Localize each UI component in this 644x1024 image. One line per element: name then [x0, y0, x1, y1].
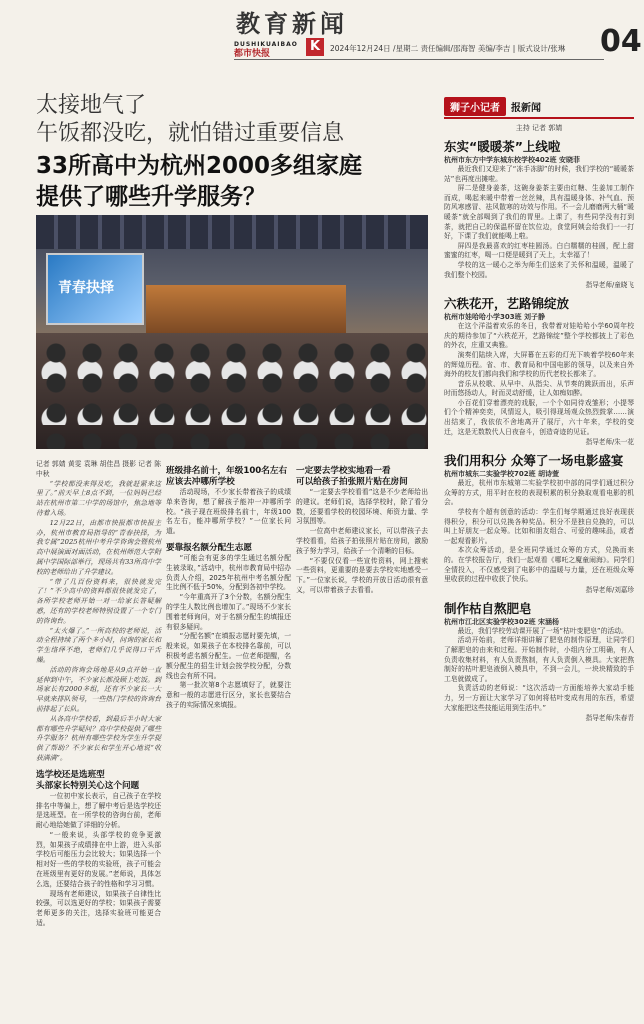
story-tutor: 指导老师/朱春青: [585, 714, 634, 723]
heading-line: 头部家长特别关心这个问题: [36, 780, 140, 791]
story-tutor: 指导老师/刘嘉珍: [585, 585, 634, 594]
section-3-body: [166, 554, 291, 711]
sidebar-story: [444, 601, 634, 723]
story-paragraph: 最近，我们学校劳动课开展了一场“枯叶变肥皂”的活动。: [457, 626, 628, 635]
masthead-divider: [234, 59, 604, 60]
article-lead: [36, 480, 161, 764]
masthead: [0, 0, 644, 70]
k-logo-icon: K: [306, 38, 324, 56]
sidebar-tag: 狮子小记者: [444, 97, 506, 116]
section-title: 教育新闻: [236, 9, 348, 38]
story-paragraph: 音乐从校歌、从早中、从指尖、从节奏的跳跃而出，乐声时而悠扬动人，时而灵动舒缓，让人如痴如醉。: [444, 379, 634, 398]
section-heading-4: [296, 466, 428, 488]
article-column-2: [166, 460, 291, 711]
headline-kicker-1: 太接地气了: [36, 93, 147, 118]
article-column-3: [296, 460, 428, 596]
section-4-body: [296, 488, 428, 596]
section-heading-3: 要靠报名额分配生志愿: [166, 542, 252, 553]
section-paragraph: “一定要去学校看看”这是不少老师给出的建议。老师们说，选择学校时，除了看分数，还要看学校的校园环境、师资力量、学习氛围等。: [296, 488, 428, 526]
lead-paragraph: 活动的咨询会场地是从9点开始一直延伸到中午，不少家长都没顾上吃饭。到场家长有2000多组，还有不少家长一大早就来排队领号，一些热门学校的咨询台前排起了长队。: [36, 665, 161, 713]
sidebar-story: [444, 296, 634, 447]
story-title: 六秩花开，艺路锦绽放: [444, 296, 570, 312]
heading-line: 班级排名前十，年级100名左右: [166, 466, 288, 476]
story-paragraph: 最近我们又迎来了“冻手冻脚”的时候，我们学校的“暖暖茶站”也再度出摊啦。: [444, 165, 634, 183]
story-paragraph: 屏二是健身姜茶，这碗身姜茶主要由红糖、生姜加工制作而成，喝起来暖中带着一丝丝辣，具有温暖身体、补气血、预防风寒感冒、祛风散寒的功效与作用。不一会儿磨磨两大桶“暖暖茶”就全部喝到了我们的胃里。上课了，有些同学没有打到茶，就把自己的保温杯留在饮位边，食堂阿姨会给我们一一打好，下课了我们就能喝上啦。: [444, 184, 634, 241]
headline-title-2: 提供了哪些升学服务？: [36, 184, 266, 210]
section-paragraph: “可能会有更多的学生通过名额分配生被录取，”活动中，杭州市教育局中招办负责人介绍，2025年杭州中考名额分配生比例不低于50%，分配到各初中学校。: [166, 553, 291, 592]
story-byline: 杭州市东方中学东城东校学校402班 安晓菲: [444, 156, 581, 164]
story-paragraph: 本次众筹活动，是全班同学通过众筹的方式，兑换而来的。在学校报告厅，我们一起观看《哪吒之魔童闹海》。同学们全情投入，不仅感受到了电影中的温暖与力量，还在班级众筹里收获的过程中收获了快乐。: [444, 546, 634, 584]
brand-logo: [234, 40, 304, 59]
headline-title-1: 33所高中为杭州2000多组家庭: [36, 153, 363, 179]
sidebar-header: [444, 97, 634, 115]
heading-line: 可以给孩子拍张照片贴在房间: [296, 477, 408, 487]
story-paragraph: 学校的这一暖心之举为师生们送来了关怀和温暖，温暖了我们整个校园。: [444, 260, 634, 279]
section-heading-1: [36, 770, 161, 792]
heading-line: 应该去冲哪所学校: [166, 477, 235, 487]
section-paragraph: “一般来说，头部学校的竞争更激烈，如果孩子成绩排在中上游，进入头部学校后可能压力会比较大；如果选择一个相对好一些的学校的实验班，孩子可能会在班级里有更好的发展。”老师说，具体怎么选，还要结合孩子的性格和学习习惯。: [36, 830, 161, 888]
section-paragraph: “分配名额”在填报志愿时要先填，一般来说，如果孩子在本校排名靠前，可以积极考虑名额分配生。一位老师提醒，名额分配生的招生计划会按学校分配，分数线也会有所不同。: [166, 632, 291, 680]
sidebar-host: 主持 记者 郭婧: [515, 124, 563, 132]
photo-screen: [46, 253, 144, 325]
issue-info: 2024年12月24日 /星期二 责任编辑/邵海智 美编/李吉 | 版式设计/张琳: [330, 44, 566, 53]
page-number: 04: [600, 24, 642, 59]
brand-name-en: DUSHIKUAIBAO: [234, 41, 298, 48]
heading-line: 选学校还是选班型: [36, 769, 105, 780]
story-paragraph: 屏四是我最喜欢的红枣桂圆汤。白白糯糯的桂圆，配上甜蜜蜜的红枣，喝一口便是暖到了天上，太幸福了！: [444, 241, 634, 260]
section-2-body: [166, 488, 291, 537]
lead-paragraph: “太火爆了。”一所高校的老师说，活动全程持续了两个多小时，问询的家长和学生络绎不绝，老师们几乎说得口干舌燥。: [36, 626, 161, 664]
section-paragraph: “不要仅仅看一些宣传资料，网上搜索一些资料，更重要的是要去学校实地感受一下。”一位家长说，学校的开放日活动很有意义，可以带着孩子去看看。: [296, 556, 428, 594]
section-paragraph: 一位初中家长表示，自己孩子在学校排名中等偏上，想了解中考后是选学校还是选班型。在一所学校的咨询台前，老师耐心地给她做了详细的分析。: [36, 791, 161, 830]
sidebar-story: [444, 453, 634, 595]
section-paragraph: 活动现场，不少家长带着孩子的成绩单来咨询，想了解孩子能冲一冲哪所学校。“孩子现在班级排名前十，年级100名左右，能冲哪所学校？”一位家长问道。: [166, 488, 291, 536]
section-heading-2: [166, 466, 291, 488]
story-title: 我们用积分 众筹了一场电影盛宴: [444, 453, 624, 469]
story-byline: 杭州市娃哈哈小学303班 刘子静: [444, 313, 546, 322]
section-1-body: [36, 792, 161, 929]
sidebar-stories: [444, 139, 634, 723]
story-byline: 杭州市城东二实验学校702班 胡诗萱: [444, 470, 560, 479]
section-paragraph: 一位高中老师建议家长，可以带孩子去学校看看，给孩子拍张照片贴在房间，激励孩子努力学习，给孩子一个清晰的目标。: [296, 527, 428, 555]
lead-paragraph: “带了几百份资料来，很快就发完了！”不少高中的资料都很快就发完了，各所学校老师开始一对一给家长答疑解惑，还有的学校老师特别设置了一个专门的咨询台。: [36, 577, 161, 625]
lead-paragraph: “学校都没来得及吃，我就赶紧来这里了。”前天早上8点不到，一位妈妈已经站在杭州市第二中学的场馆中，焦急地等待着入场。: [36, 479, 161, 517]
story-tutor: 指导老师/朱一花: [585, 438, 634, 447]
story-paragraph: 最近，杭州市东城第二实验学校初中部的同学们通过积分众筹的方式，用平时在校的表现积累的积分换取观看电影的机会。: [444, 479, 634, 507]
section-paragraph: “今年重高开了3个分数，名额分配生的学生人数比例也增加了。”现场不少家长围着老师询问，对于名额分配生的填报还有很多疑问。: [166, 593, 291, 631]
story-paragraph: 在这个洋溢着欢乐的冬日，我带着对娃哈哈小学60周年校庆的期待参加了“六秩花开，艺路锦绽”整个学校都披上了彩色的外衣，庄重又典雅。: [444, 322, 634, 350]
sidebar-section: 报新闻: [511, 102, 541, 114]
photo-screen-text: 青春抉择: [58, 280, 114, 296]
story-title: 制作枯自熬肥皂: [444, 600, 532, 616]
story-paragraph: 演奏们陆续入席，大屏幕在五彩的灯光下映着学校60年来的辉煌历程。省、市、教育局和中国电影的领导，以及来自外海外的校友们都向我们和学校的历代老校长都来了。: [444, 350, 634, 379]
article-byline: 记者 郭婧 黄雯 袁琳 胡佳昌 摄影 记者 陈中秋: [36, 460, 161, 478]
brand-name-cn: 都市快报: [234, 49, 271, 59]
section-paragraph: 现场有老师建议，如果孩子自律性比较强，可以选更好的学校；如果孩子需要老师更多的关注，选择实验班可能更合适。: [36, 889, 161, 928]
story-tutor: 指导老师/童晓飞: [585, 281, 634, 290]
story-byline: 杭州市江北区实验学校302班 宋涵杨: [444, 617, 560, 626]
headline-kicker-2: 午饭都没吃，就怕错过重要信息: [36, 121, 345, 146]
lead-paragraph: 12月22日，由都市快报都市快报主办，杭州市教育局指导的“青春抉择，为我专属”2025杭州中考升学咨询会暨杭州高中展演面对面活动，在杭州师范大学附属中学国际部举行，现场共有33所高中学校的老师给出了升学建议。: [36, 518, 161, 576]
section-paragraph: 第一批次第8个志愿填好了，就要注意和一般的志愿进行区分，家长也要结合孩子的实际情况来填报。: [166, 681, 291, 709]
story-paragraph: 负责活动的老师说：“这次活动一方面能培养大家动手能力，另一方面让大家学习了如何将枯叶变成有用的东西，希望大家能把这些技能运用到生活中。”: [444, 684, 634, 712]
story-paragraph: 活动开始前，老师详细讲解了肥皂的制作原理，让同学们了解肥皂的由来和过程。开始制作时，小组内分工明确，有人负责收集材料，有人负责熬制，有人负责倒入模具。大家把熬制好的枯叶肥皂液倒入模具中，不到一会儿，一块块精致的手工皂就做成了。: [444, 636, 634, 683]
sidebar-rule: [444, 117, 634, 119]
article-column-1: [36, 460, 161, 929]
lead-paragraph: 从各高中学校看，到最后半小时大家都有哪些升学疑问？高中学校提供了哪些升学服务？杭州有哪些学校为学生升学提供了帮助？不少家长和学生开心地说“收获满满”。: [36, 714, 161, 762]
sidebar-column: [444, 97, 634, 729]
event-photo: [36, 215, 428, 449]
photo-crowd: [36, 333, 428, 449]
sidebar-story: [444, 139, 634, 290]
story-title: 东实“暖暖茶”上线啦: [444, 139, 561, 154]
photo-ceiling: [36, 215, 428, 249]
story-paragraph: 学校有个超有创意的活动：学生们每学期通过良好表现获得积分，积分可以兑换各种奖品。积分不是独自兑换的，可以叫上好朋友一起众筹。比如和朋友组合、可爱的趣味品，或者一起观看影片。: [444, 508, 634, 545]
story-paragraph: 小百花们穿着漂亮的戏服，一个个如同待戏雏形；小提琴们个个精神奕奕，风情逗人，吸引得现场观众热烈鼓掌……演出结束了，我依依不舍地离开了展厅，六十年来，学校的变迁，这是无数数代人日夜奋斗，创造奇迹的见证。: [444, 398, 634, 436]
heading-line: 一定要去学校实地看一看: [296, 466, 391, 476]
